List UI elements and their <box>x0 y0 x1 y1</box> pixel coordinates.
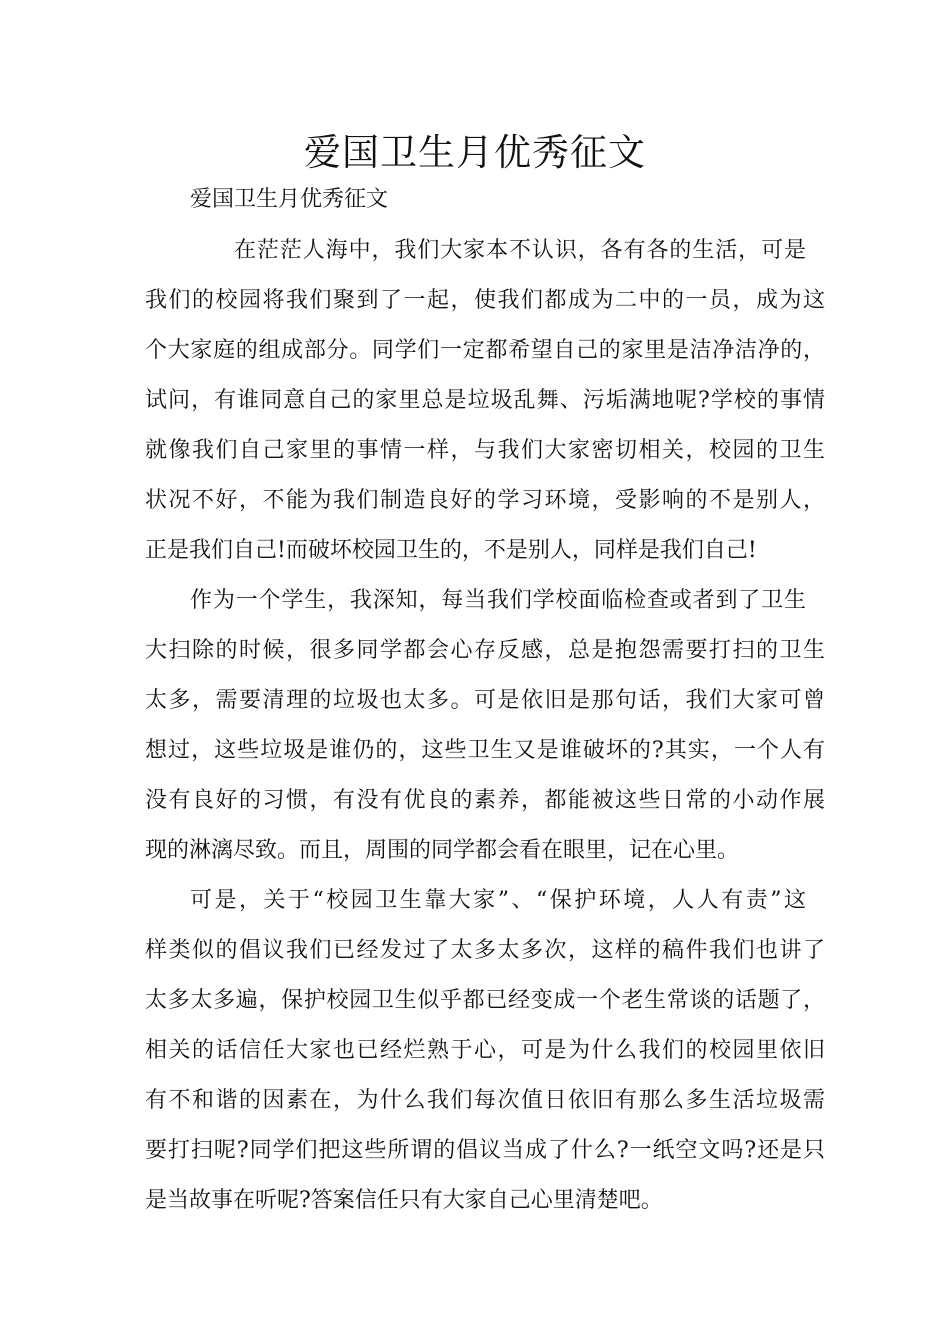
paragraph-2-line-3: 太多，需要清理的垃圾也太多。可是依旧是那句话，我们大家可曾 <box>145 688 825 713</box>
paragraph-1-line-2: 我们的校园将我们聚到了一起，使我们都成为二中的一员，成为这 <box>145 288 825 313</box>
paragraph-1-line-4: 试问，有谁同意自己的家里总是垃圾乱舞、污垢满地呢?学校的事情 <box>145 388 825 413</box>
paragraph-3-line-4: 相关的话信任大家也已经烂熟于心，可是为什么我们的校园里依旧 <box>145 1038 825 1063</box>
paragraph-2-line-1: 作为一个学生，我深知，每当我们学校面临检查或者到了卫生 <box>190 588 806 613</box>
paragraph-3-line-3: 太多太多遍，保护校园卫生似乎都已经变成一个老生常谈的话题了， <box>145 988 825 1013</box>
paragraph-3-line-6: 要打扫呢?同学们把这些所谓的倡议当成了什么?一纸空文吗?还是只 <box>145 1138 825 1163</box>
paragraph-1-line-6: 状况不好，不能为我们制造良好的学习环境，受影响的不是别人， <box>145 488 825 513</box>
document-subtitle: 爱国卫生月优秀征文 <box>190 187 389 212</box>
paragraph-3-line-5: 有不和谐的因素在，为什么我们每次值日依旧有那么多生活垃圾需 <box>145 1088 825 1113</box>
paragraph-2-line-2: 大扫除的时候，很多同学都会心存反感，总是抱怨需要打扫的卫生 <box>145 638 825 663</box>
paragraph-3-line-7: 是当故事在听呢?答案信任只有大家自己心里清楚吧。 <box>145 1188 663 1213</box>
paragraph-3-line-1: 可是，关于“校园卫生靠大家”、“保护环境，人人有责”这 <box>190 888 806 913</box>
paragraph-2-line-5: 没有良好的习惯，有没有优良的素养，都能被这些日常的小动作展 <box>145 788 825 813</box>
paragraph-3-line-2: 样类似的倡议我们已经发过了太多太多次，这样的稿件我们也讲了 <box>145 938 825 963</box>
paragraph-1-line-1: 在茫茫人海中，我们大家本不认识，各有各的生活，可是 <box>234 238 806 263</box>
paragraph-2-line-6: 现的淋漓尽致。而且，周围的同学都会看在眼里，记在心里。 <box>145 838 740 863</box>
document-title: 爱国卫生月优秀征文 <box>304 131 646 174</box>
paragraph-1-line-7: 正是我们自己!而破坏校园卫生的，不是别人，同样是我们自己! <box>145 538 757 563</box>
paragraph-1-line-3: 个大家庭的组成部分。同学们一定都希望自己的家里是洁净洁净的， <box>145 338 825 363</box>
paragraph-2-line-4: 想过，这些垃圾是谁仍的，这些卫生又是谁破坏的?其实，一个人有 <box>145 738 825 763</box>
paragraph-1-line-5: 就像我们自己家里的事情一样，与我们大家密切相关，校园的卫生 <box>145 438 825 463</box>
